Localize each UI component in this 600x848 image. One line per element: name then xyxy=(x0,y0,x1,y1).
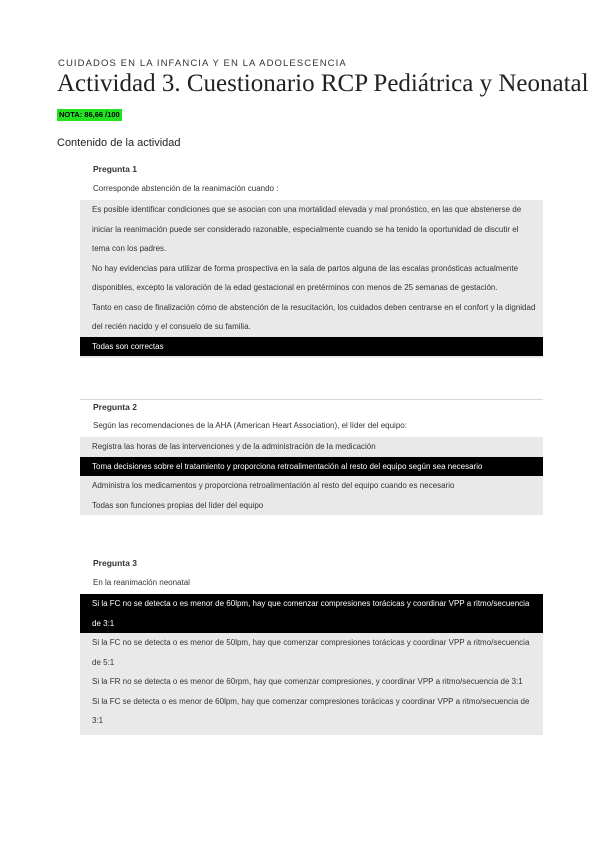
question-3-option-1[interactable]: Si la FC no se detecta o es menor de 60lpm, hay que comenzar compresiones torácicas y coordinar VPP a ritmo/secuencia de 3:1 xyxy=(80,594,543,633)
question-2-text: Según las recomendaciones de la AHA (American Heart Association), el líder del equipo: xyxy=(93,421,407,430)
content-label: Contenido de la actividad xyxy=(57,137,181,149)
page-title: Actividad 3. Cuestionario RCP Pediátrica y Neonatal xyxy=(57,70,589,97)
question-2-option-3[interactable]: Administra los medicamentos y proporciona retroalimentación al resto del equipo cuando es necesario xyxy=(92,481,455,490)
question-2-option-2[interactable]: Toma decisiones sobre el tratamiento y proporciona retroalimentación al resto del equipo según sea necesario xyxy=(80,457,543,477)
question-1-option-1[interactable]: Es posible identificar condiciones que se asocian con una mortalidad elevada y mal pronóstico, en las que abstenerse de iniciar la reanimación puede ser considerado razonable, especialmente cuando se ha tenido la oportunidad de discutir el tema con los padres. xyxy=(92,205,522,253)
question-1-options xyxy=(80,200,543,358)
question-1-option-4[interactable]: Todas son correctas xyxy=(80,337,543,357)
question-2-options xyxy=(80,437,543,515)
question-2-option-1[interactable]: Registra las horas de las intervenciones y de la administración de la medicación xyxy=(92,442,376,451)
question-3-label: Pregunta 3 xyxy=(93,558,137,568)
question-3-options xyxy=(80,594,543,735)
question-3-option-2[interactable]: Si la FC no se detecta o es menor de 50lpm, hay que comenzar compresiones torácicas y coordinar VPP a ritmo/secuencia de 5:1 xyxy=(92,638,530,667)
question-2-option-4[interactable]: Todas son funciones propias del líder del equipo xyxy=(92,500,264,510)
grade-badge: NOTA: 86,66 /100 xyxy=(59,110,120,119)
question-3-option-3[interactable]: Si la FR no se detecta o es menor de 60rpm, hay que comenzar compresiones, y coordinar VPP a ritmo/secuencia de 3:1 xyxy=(92,677,523,686)
question-1-text: Corresponde abstención de la reanimación cuando : xyxy=(93,184,279,193)
question-1-label: Pregunta 1 xyxy=(93,164,137,174)
course-name: CUIDADOS EN LA INFANCIA Y EN LA ADOLESCENCIA xyxy=(58,58,347,69)
question-3-option-4[interactable]: Si la FC se detecta o es menor de 60lpm, hay que comenzar compresiones torácicas y coordinar VPP a ritmo/secuencia de 3:1 xyxy=(92,696,530,725)
question-3-text: En la reanimación neonatal xyxy=(93,578,190,587)
question-2-label: Pregunta 2 xyxy=(93,402,137,412)
question-1-option-2[interactable]: No hay evidencias para utilizar de forma prospectiva en la sala de partos alguna de las escalas pronósticas actualmente disponibles, excepto la valoración de la edad gestacional en pretérminos con menos de 25 semanas de gestación. xyxy=(92,263,519,292)
question-1-option-3[interactable]: Tanto en caso de finalización cómo de abstención de la resucitación, los cuidados deben centrarse en el confort y la dignidad del recién nacido y el consuelo de su familia. xyxy=(92,302,536,331)
question-separator xyxy=(80,399,543,400)
